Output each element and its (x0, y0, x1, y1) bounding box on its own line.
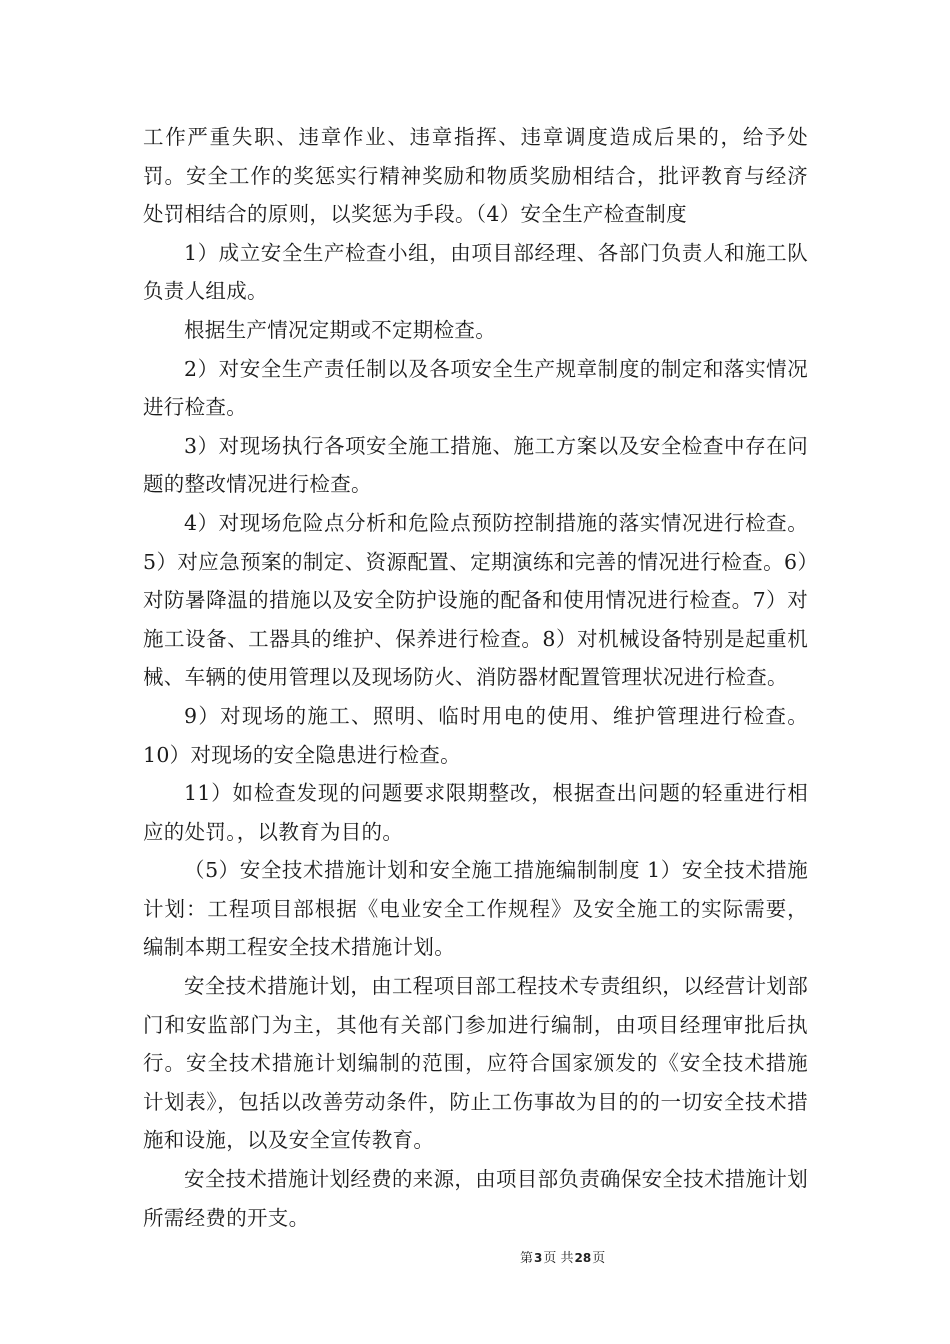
footer-total-pages: 28 (574, 1251, 592, 1265)
page-footer (0, 1249, 950, 1268)
paragraph-2: 1）成立安全生产检查小组，由项目部经理、各部门负责人和施工队负责人组成。 (143, 240, 808, 304)
paragraph-3: 根据生产情况定期或不定期检查。 (184, 317, 496, 342)
paragraph-6: 4）对现场危险点分析和危险点预防控制措施的落实情况进行检查。5）对应急预案的制定、资源配置、定期演练和完善的情况进行检查。6）对防暑降温的措施以及安全防护设施的配备和使用情况进行检查。7）对施工设备、工器具的维护、保养进行检查。8）对机械设备特别是起重机械、车辆的使用管理以及现场防火、消防器材配置管理状况进行检查。 (143, 510, 808, 690)
paragraph-10: 安全技术措施计划，由工程项目部工程技术专责组织，以经营计划部门和安监部门为主，其他有关部门参加进行编制，由项目经理审批后执行。安全技术措施计划编制的范围，应符合国家颁发的《安全技术措施计划表》，包括以改善劳动条件，防止工伤事故为目的的一切安全技术措施和设施，以及安全宣传教育。 (143, 974, 808, 1153)
footer-middle: 页 共 (543, 1251, 574, 1266)
paragraph-9: （5）安全技术措施计划和安全施工措施编制制度 1）安全技术措施计划：工程项目部根据《电业安全工作规程》及安全施工的实际需要，编制本期工程安全技术措施计划。 (143, 858, 808, 960)
document-body (143, 118, 808, 1237)
paragraph-7: 9）对现场的施工、照明、临时用电的使用、维护管理进行检查。10）对现场的安全隐患进行检查。 (143, 703, 808, 767)
footer-prefix: 第 (520, 1251, 534, 1266)
paragraph-11: 安全技术措施计划经费的来源，由项目部负责确保安全技术措施计划所需经费的开支。 (143, 1167, 808, 1230)
footer-page-number: 3 (534, 1251, 543, 1265)
paragraph-1: 工作严重失职、违章作业、违章指挥、违章调度造成后果的，给予处罚。安全工作的奖惩实行精神奖励和物质奖励相结合，批评教育与经济处罚相结合的原则，以奖惩为手段。（4）安全生产检查制度 (143, 125, 808, 227)
paragraph-8: 11）如检查发现的问题要求限期整改，根据查出问题的轻重进行相应的处罚。，以教育为目的。 (143, 781, 808, 844)
paragraph-5: 3）对现场执行各项安全施工措施、施工方案以及安全检查中存在问题的整改情况进行检查。 (143, 433, 808, 497)
footer-suffix: 页 (592, 1251, 606, 1266)
paragraph-4: 2）对安全生产责任制以及各项安全生产规章制度的制定和落实情况进行检查。 (143, 356, 808, 420)
